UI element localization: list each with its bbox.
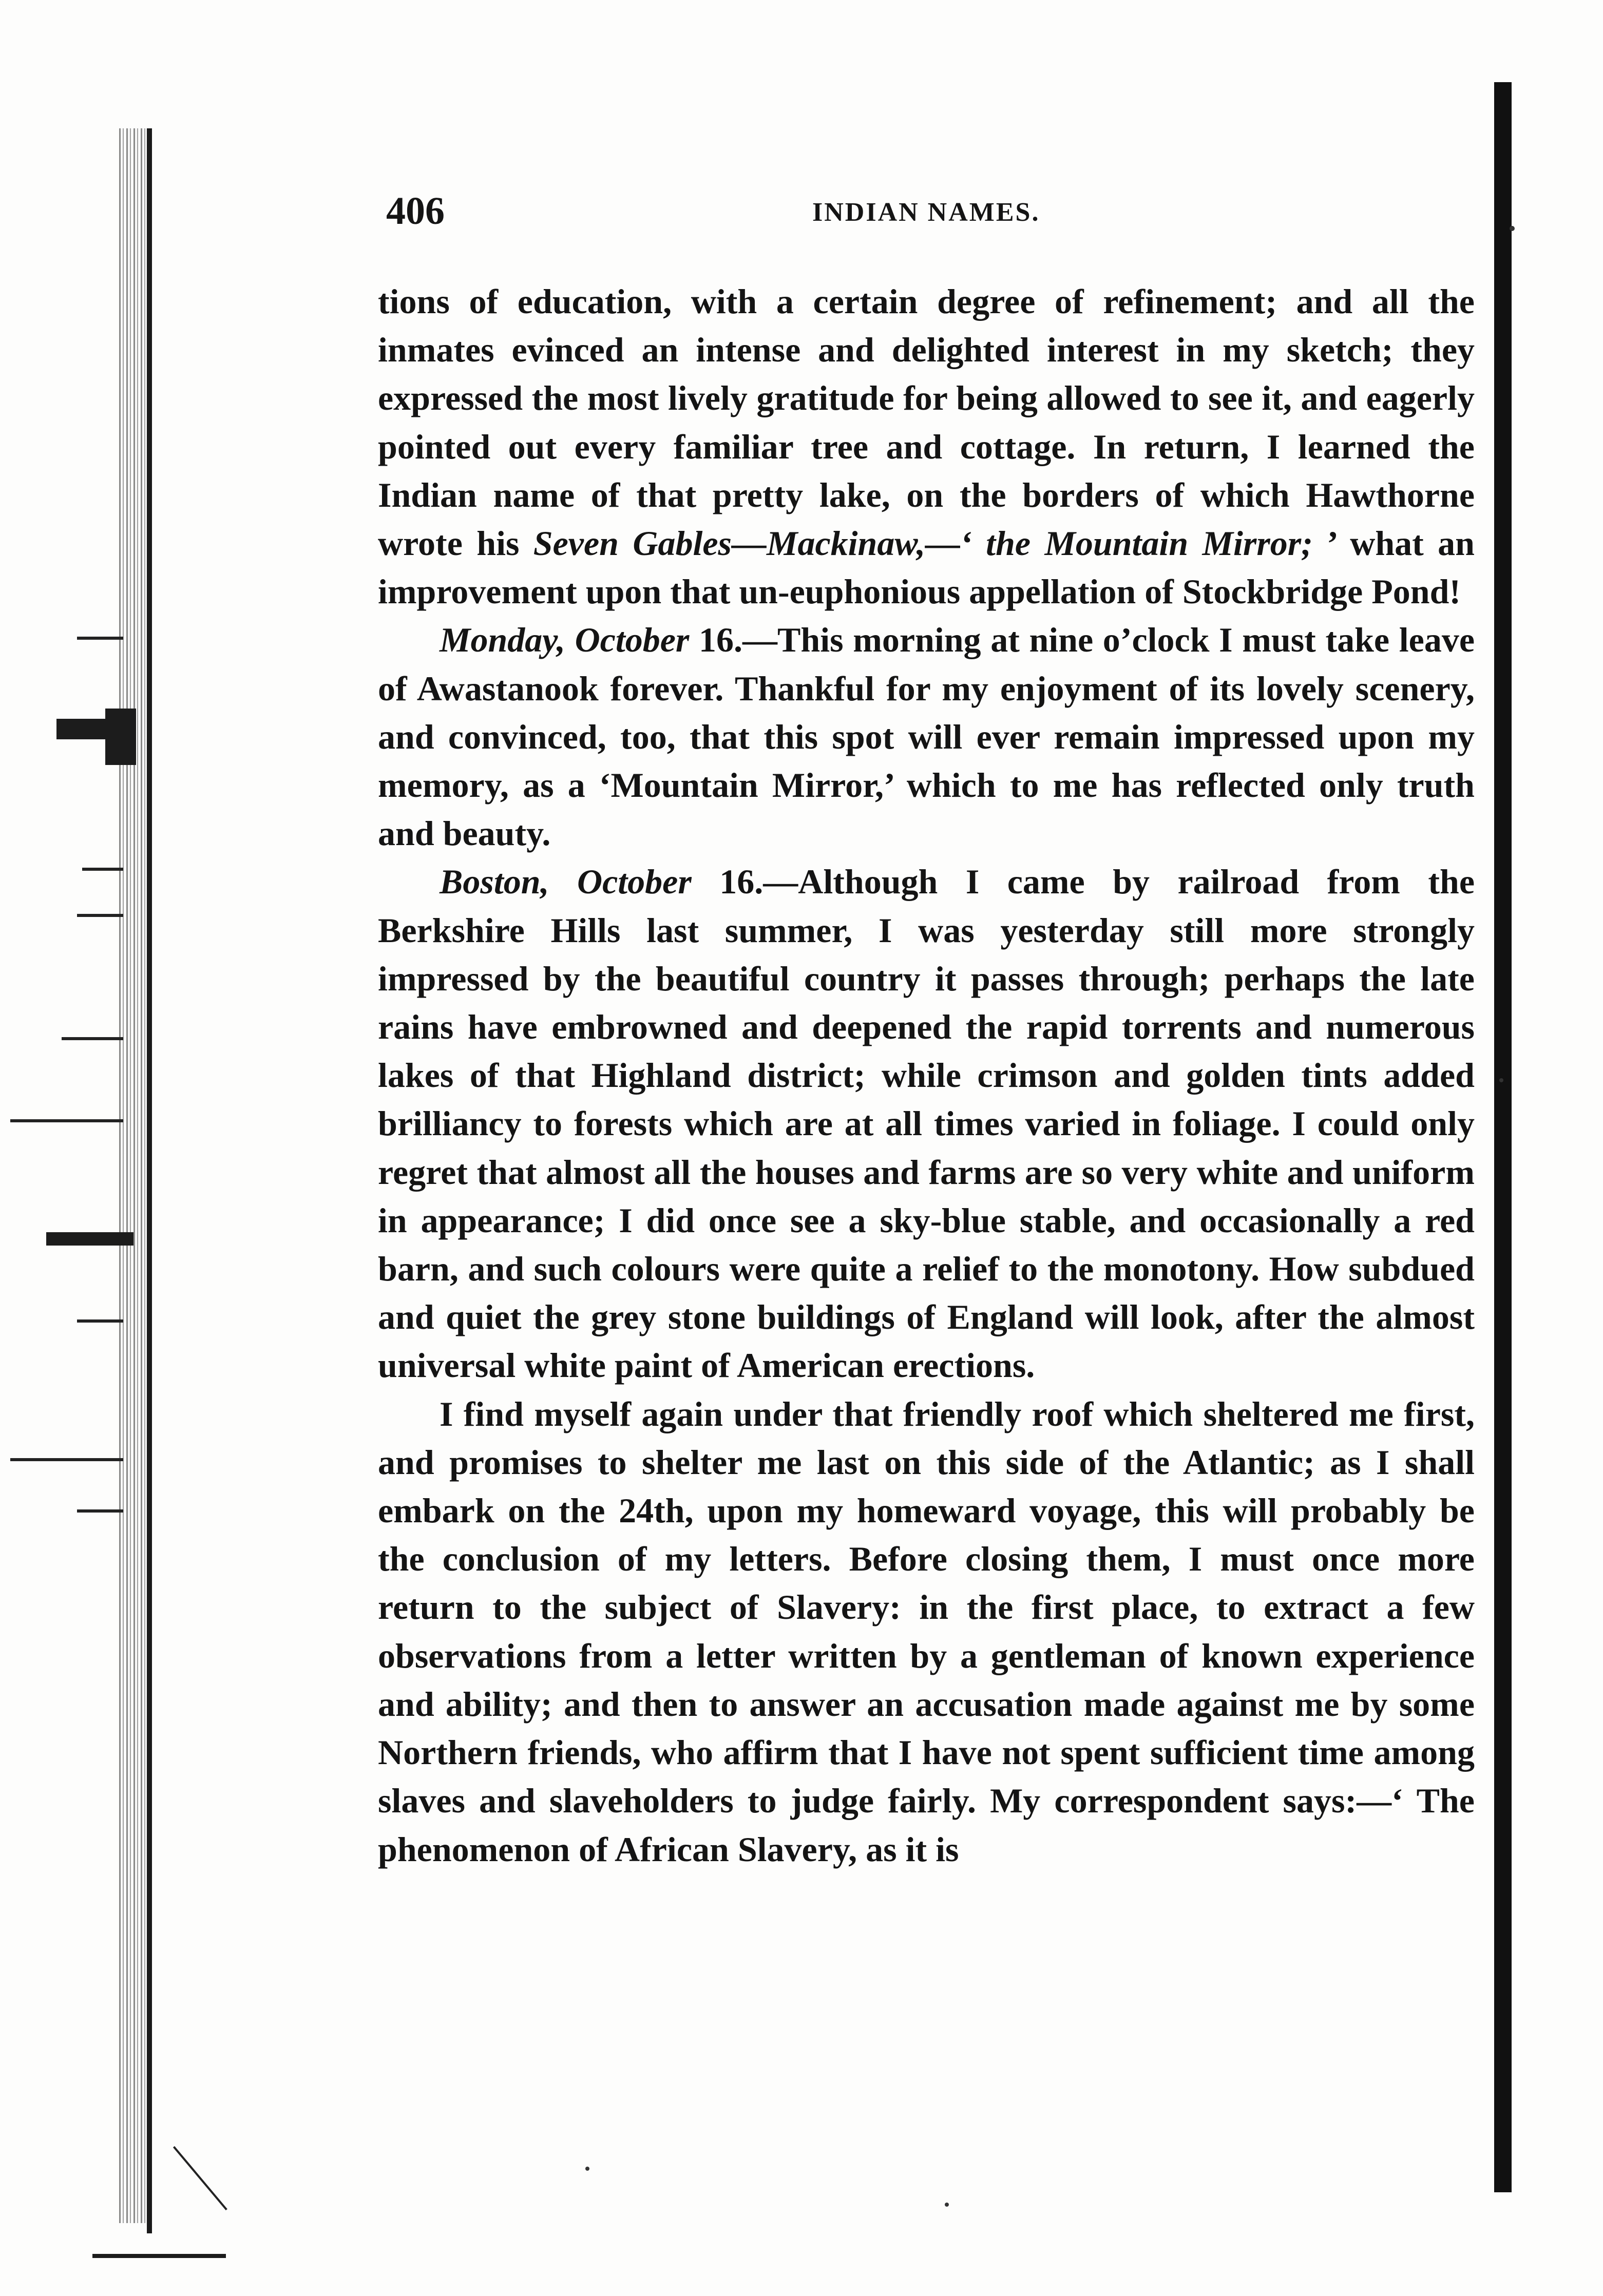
scan-artifact [92,2254,226,2258]
scan-artifact [173,2146,227,2210]
scan-speck [1499,1078,1503,1082]
italic-run: Seven Gables—Mackinaw,—‘ the Mountain Mirror; [533,524,1313,563]
scan-artifact [10,1458,123,1461]
scan-artifact [77,637,123,640]
text-run: ’ what an improvement upon that un-euphonious appellation of Stockbridge Pond! [378,524,1475,611]
scan-artifact [105,709,136,765]
dateline: Monday, October [440,620,690,660]
page-header [386,189,1480,235]
scan-artifact [77,914,123,917]
paragraph [378,616,1475,857]
scan-artifact [77,1509,123,1513]
binding-gutter [119,128,149,2223]
scan-artifact [62,1037,123,1040]
binding-edge-line [147,128,152,2233]
running-head: INDIAN NAMES. [812,198,1040,227]
text-run: 16.—This morning at nine o’clock I must take leave of Awastanook forever. Thankful for my enjoyment of its lovely scenery, and convinced, too, that this spot will ever remain impressed upon my memory, as a ‘Mountain Mirror,’ which to me has reflected only truth and beauty. [378,620,1475,853]
scan-artifact [82,868,123,871]
text-run: tions of education, with a certain degree of refinement; and all the inmates evinced an intense and delighted interest in my sketch; they expressed the most lively gratitude for being allowed to see it, and eagerly pointed out every familiar tree and cottage. In return, I learned the Indian name of that pretty lake, on the borders of which Hawthorne wrote his [378,282,1475,563]
page-edge-bar [1494,82,1512,2192]
scan-artifact [46,1232,133,1246]
body-text [378,277,1475,1873]
scan-speck [585,2167,589,2171]
paragraph [378,1390,1475,1873]
paragraph [378,857,1475,1389]
paragraph [378,277,1475,616]
scan-speck [945,2203,949,2207]
page-number: 406 [386,189,445,233]
scan-artifact [10,1119,123,1122]
text-run: I find myself again under that friendly roof which sheltered me first, and promises to shelter me last on this side of the Atlantic; as I shall embark on the 24th, upon my homeward voyage, this will probably be the conclusion of my letters. Before closing them, I must once more return to the subject of Slavery: in the first place, to extract a few observations from a letter written by a gentleman of known experience and ability; and then to answer an accusation made against me by some Northern friends, who affirm that I have not spent sufficient time among slaves and slaveholders to judge fairly. My correspondent says:—‘ The phenomenon of African Slavery, as it is [378,1394,1475,1869]
dateline: Boston, October [440,862,692,902]
scan-speck [1510,226,1515,231]
text-run: 16.—Although I came by railroad from the Berkshire Hills last summer, I was yesterday still more strongly impressed by the beautiful country it passes through; perhaps the late rains have embrowned and deepened the rapid torrents and numerous lakes of that Highland district; while crimson and golden tints added brilliancy to forests which are at all times varied in foliage. I could only regret that almost all the houses and farms are so very white and uniform in appearance; I did once see a sky-blue stable, and occasionally a red barn, and such colours were quite a relief to the monotony. How subdued and quiet the grey stone buildings of England will look, after the almost universal white paint of American erections. [378,862,1475,1385]
scan-artifact [77,1319,123,1323]
